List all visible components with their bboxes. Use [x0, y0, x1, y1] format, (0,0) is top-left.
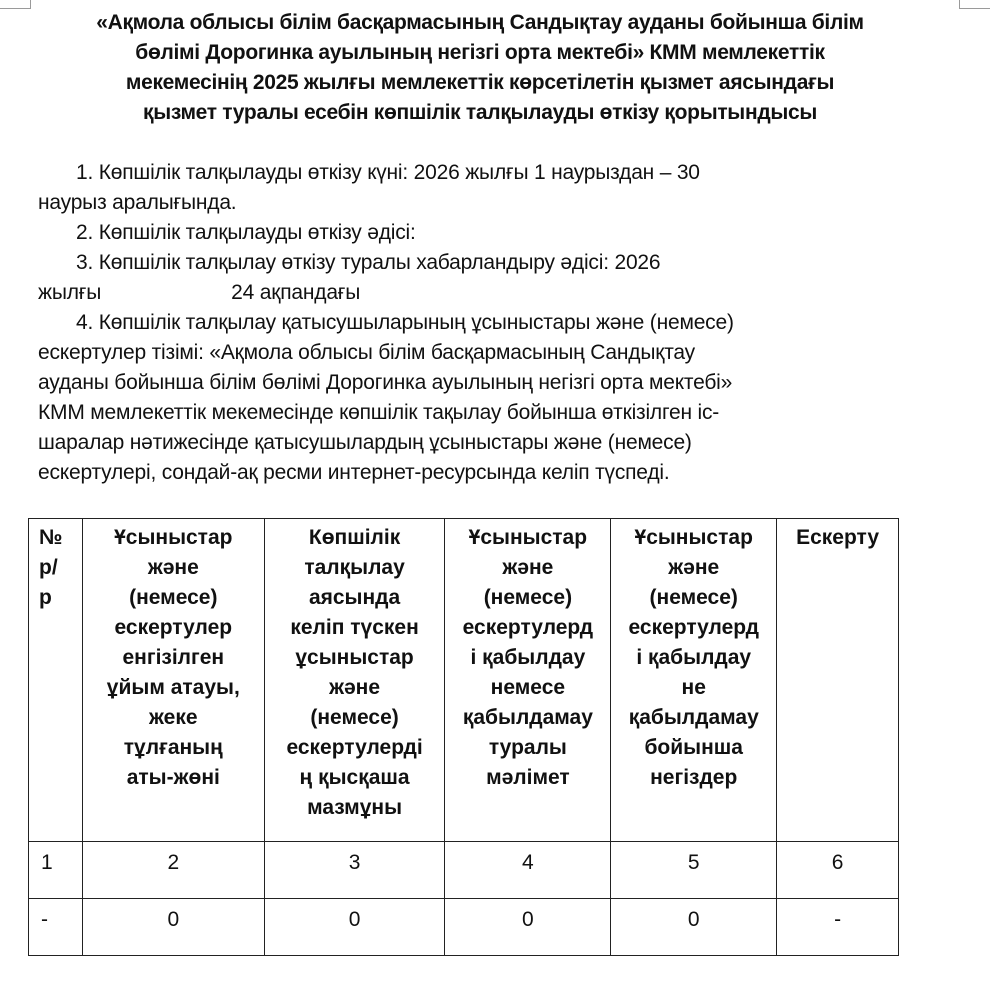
header-text: р	[39, 586, 52, 609]
document-body	[38, 158, 898, 488]
header-text: ескертулерд	[628, 616, 759, 639]
header-text: ескертулерд	[462, 616, 594, 639]
header-summary	[264, 519, 445, 842]
table-cell: 1	[29, 842, 83, 899]
item-4-line: ауданы бойынша білім бөлімі Дорогинка ауылының негізгі орта мектебі»	[38, 371, 733, 394]
header-text: не	[681, 676, 706, 699]
header-text: тұлғаның	[123, 736, 223, 759]
header-acceptance-info	[445, 519, 611, 842]
header-text: аты-жөні	[126, 766, 220, 789]
header-text: Ұсыныстар	[634, 526, 753, 549]
page-corner-mark-left	[0, 0, 31, 9]
header-text: ескертулер	[114, 616, 233, 639]
table-cell: 5	[611, 842, 777, 899]
header-text: негіздер	[650, 766, 738, 789]
item-4-line: ескертулер тізімі: «Ақмола облысы білім басқармасының Сандықтау	[38, 341, 695, 364]
header-text: (немесе)	[310, 706, 399, 729]
document-title	[30, 8, 930, 128]
item-4-line: шаралар нәтижесінде қатысушылардың ұсыныстары және (немесе)	[38, 431, 692, 454]
title-line: бөлімі Дорогинка ауылының негізгі орта мектебі» КММ мемлекеттік	[135, 41, 825, 64]
table-row	[29, 842, 899, 899]
header-text: туралы	[488, 736, 567, 759]
header-text: мазмұны	[307, 796, 403, 819]
header-text: і қабылдау	[636, 646, 752, 669]
table-cell: 0	[445, 899, 611, 956]
header-text: мәлімет	[486, 766, 570, 789]
header-text: аясында	[308, 586, 401, 609]
header-rejection-grounds	[611, 519, 777, 842]
header-text: і қабылдау	[470, 646, 586, 669]
header-text: ескертулерді	[286, 736, 423, 759]
header-text: немесе	[490, 676, 566, 699]
header-text: енгізілген	[122, 646, 225, 669]
item-3-year-word: жылғы	[38, 281, 102, 304]
header-text: ұсыныстар	[295, 646, 414, 669]
table-row	[29, 899, 899, 956]
header-text: Көпшілік	[308, 526, 401, 549]
header-text: және	[668, 556, 720, 579]
header-note	[777, 519, 899, 842]
page-corner-mark-right	[959, 0, 990, 9]
header-text: (немесе)	[129, 586, 218, 609]
item-2: 2. Көпшілік талқылауды өткізу әдісі:	[76, 221, 416, 244]
header-text: Ескерту	[796, 526, 880, 549]
title-line: қызмет туралы есебін көпшілік талқылауды өткізу қорытындысы	[142, 101, 818, 124]
header-organization-name	[82, 519, 264, 842]
header-text: келіп түскен	[290, 616, 419, 639]
item-3-line-1: 3. Көпшілік талқылау өткізу туралы хабарландыру әдісі: 2026	[76, 251, 661, 274]
header-text: және	[147, 556, 199, 579]
table-header-row	[29, 519, 899, 842]
header-text: ұйым атауы,	[106, 676, 240, 699]
header-text: р/	[39, 556, 58, 579]
header-text: Ұсыныстар	[114, 526, 233, 549]
header-text: қабылдамау	[628, 706, 759, 729]
item-3-line-2	[38, 278, 898, 308]
header-text: Ұсыныстар	[468, 526, 588, 549]
header-number	[29, 519, 83, 842]
item-4-line: КММ мемлекеттік мекемесінде көпшілік тақылау бойынша өткізілген іс-	[38, 401, 720, 424]
item-1-line-2: наурыз аралығында.	[38, 191, 237, 214]
proposals-table	[28, 518, 899, 956]
header-text: және	[329, 676, 381, 699]
table-cell: 0	[82, 899, 264, 956]
title-line: «Ақмола облысы білім басқармасының Сандықтау ауданы бойынша білім	[96, 11, 864, 34]
header-text: қабылдамау	[462, 706, 593, 729]
table-cell: 6	[777, 842, 899, 899]
item-4-line: ескертулері, сондай-ақ ресми интернет-ресурсында келіп түспеді.	[38, 461, 670, 484]
header-text: жеке	[149, 706, 198, 729]
item-4-line: 4. Көпшілік талқылау қатысушыларының ұсыныстары және (немесе)	[76, 311, 734, 334]
header-text: бойынша	[644, 736, 743, 759]
header-text: №	[39, 526, 63, 549]
table-cell: 0	[264, 899, 445, 956]
table-cell: -	[29, 899, 83, 956]
table-cell: -	[777, 899, 899, 956]
table-cell: 3	[264, 842, 445, 899]
header-text: және	[502, 556, 554, 579]
table-cell: 0	[611, 899, 777, 956]
table-cell: 4	[445, 842, 611, 899]
item-3-date: 24 ақпандағы	[231, 281, 361, 304]
header-text: ң қысқаша	[299, 766, 410, 789]
header-text: (немесе)	[483, 586, 573, 609]
table-cell: 2	[82, 842, 264, 899]
title-line: мекемесінің 2025 жылғы мемлекеттік көрсетілетін қызмет аясындағы	[125, 71, 835, 94]
item-1-line-1: 1. Көпшілік талқылауды өткізу күні: 2026 жылғы 1 наурыздан – 30	[76, 161, 700, 184]
header-text: талқылау	[304, 556, 405, 579]
header-text: (немесе)	[649, 586, 738, 609]
